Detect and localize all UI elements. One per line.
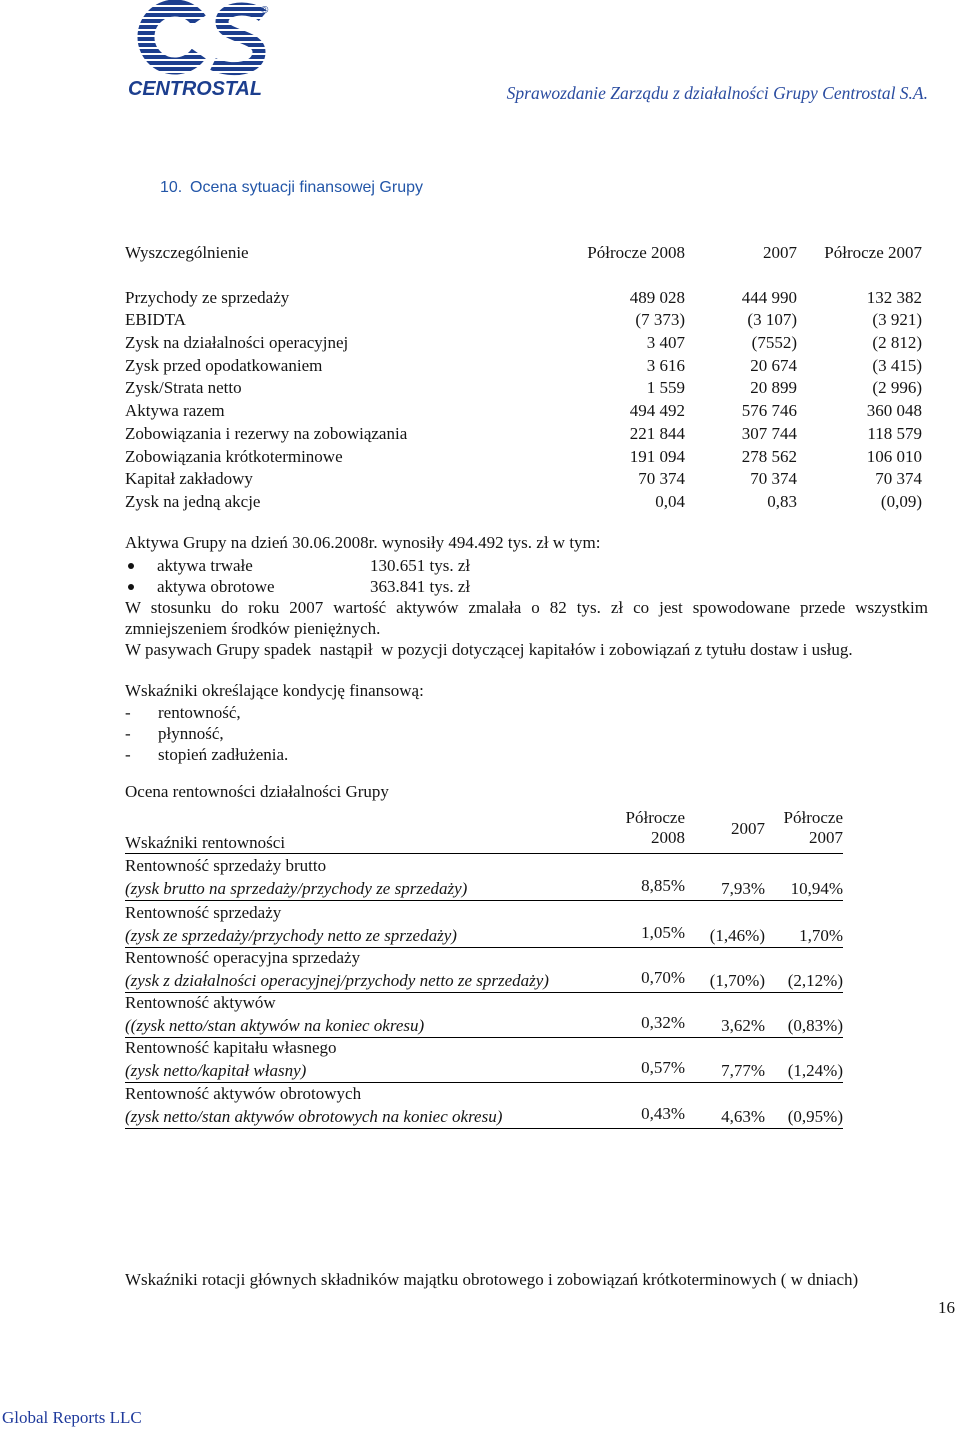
value-h1-2007: 106 010 bbox=[866, 447, 922, 466]
logo-wordmark: CENTROSTAL bbox=[128, 78, 262, 100]
table-header-rule bbox=[125, 853, 843, 854]
row-label: EBIDTA bbox=[125, 310, 186, 329]
assets-change-text: W stosunku do roku 2007 wartość aktywów zmalała o 82 tys. zł co jest spowodowane przede wszystkim bbox=[125, 598, 928, 617]
value-2007: (1,70%) bbox=[709, 971, 765, 990]
column-header: Półrocze 2008 bbox=[587, 243, 685, 262]
value-2007: (7552) bbox=[751, 333, 797, 352]
value-2007: 7,77% bbox=[721, 1061, 765, 1080]
table-row bbox=[125, 333, 922, 353]
section-title: Ocena sytuacji finansowej Grupy bbox=[190, 179, 423, 196]
assets-change-text-continued: zmniejszeniem środków pieniężnych. bbox=[125, 619, 381, 638]
value-h1-2008: 489 028 bbox=[629, 288, 685, 307]
value-2007: 3,62% bbox=[721, 1016, 765, 1035]
row-label: Aktywa razem bbox=[125, 401, 225, 420]
value-h1-2007: 70 374 bbox=[875, 469, 922, 488]
value-h1-2008: 0,32% bbox=[641, 1013, 685, 1032]
value-2007: 7,93% bbox=[721, 879, 765, 898]
table-row bbox=[125, 469, 922, 489]
value-2007: 4,63% bbox=[721, 1107, 765, 1126]
value-h1-2008: 3 616 bbox=[646, 356, 685, 375]
assets-intro: Aktywa Grupy na dzień 30.06.2008r. wynosiły 494.492 tys. zł w tym: bbox=[125, 533, 601, 552]
profitability-heading: Ocena rentowności działalności Grupy bbox=[125, 782, 389, 801]
column-header: Wskaźniki rentowności bbox=[125, 833, 286, 852]
value-h1-2007: (3 415) bbox=[872, 356, 922, 375]
ratio-formula: (zysk netto/stan aktywów obrotowych na koniec okresu) bbox=[125, 1107, 503, 1126]
table-row bbox=[125, 492, 922, 512]
table-row bbox=[125, 424, 922, 444]
section-number: 10. bbox=[160, 179, 183, 196]
list-item: płynność, bbox=[158, 724, 224, 743]
footer-source: Global Reports LLC bbox=[2, 1408, 142, 1427]
value-h1-2007: (0,83%) bbox=[787, 1016, 843, 1035]
ratio-name: Rentowność sprzedaży bbox=[125, 903, 282, 922]
ratio-name: Rentowność aktywów obrotowych bbox=[125, 1084, 362, 1103]
ratio-name: Rentowność operacyjna sprzedaży bbox=[125, 948, 361, 967]
value-h1-2007: (2 812) bbox=[872, 333, 922, 352]
asset-item-value: 130.651 tys. zł bbox=[370, 556, 471, 575]
bullet-icon bbox=[128, 584, 134, 590]
value-2007: (1,46%) bbox=[709, 926, 765, 945]
list-marker: - bbox=[125, 745, 131, 764]
table-row bbox=[125, 993, 843, 1038]
value-h1-2008: 0,57% bbox=[641, 1058, 685, 1077]
asset-item-label: aktywa obrotowe bbox=[157, 577, 275, 596]
ratio-name: Rentowność aktywów bbox=[125, 993, 276, 1012]
table-row bbox=[125, 1038, 843, 1083]
value-h1-2008: 0,43% bbox=[641, 1104, 685, 1123]
page-number: 16 bbox=[938, 1298, 955, 1317]
value-h1-2007: (0,09) bbox=[880, 492, 922, 511]
table-row bbox=[125, 948, 843, 993]
value-h1-2007: (0,95%) bbox=[787, 1107, 843, 1126]
table-row bbox=[125, 356, 922, 376]
row-label: Zysk/Strata netto bbox=[125, 378, 242, 397]
bullet-icon bbox=[128, 563, 134, 569]
registered-mark: ® bbox=[261, 5, 269, 16]
column-header: Półrocze 2008 bbox=[625, 808, 685, 847]
liabilities-text: W pasywach Grupy spadek nastąpił w pozycji dotyczącej kapitałów i zobowiązań z tytułu dostaw i usług. bbox=[125, 640, 853, 659]
ratio-formula: (zysk netto/kapitał własny) bbox=[125, 1061, 307, 1080]
value-2007: 70 374 bbox=[750, 469, 797, 488]
column-header: Wyszczególnienie bbox=[125, 243, 249, 262]
value-2007: 20 899 bbox=[750, 378, 797, 397]
value-h1-2008: 0,04 bbox=[655, 492, 685, 511]
ratio-formula: (zysk brutto na sprzedaży/przychody ze sprzedaży) bbox=[125, 879, 468, 898]
ratio-formula: (zysk ze sprzedaży/przychody netto ze sprzedaży) bbox=[125, 926, 457, 945]
value-h1-2008: 8,85% bbox=[641, 876, 685, 895]
table-row bbox=[125, 447, 922, 467]
row-label: Zysk na działalności operacyjnej bbox=[125, 333, 349, 352]
value-2007: 0,83 bbox=[767, 492, 797, 511]
list-marker: - bbox=[125, 724, 131, 743]
value-h1-2007: (1,24%) bbox=[787, 1061, 843, 1080]
ratio-formula: (zysk z działalności operacyjnej/przychody netto ze sprzedaży) bbox=[125, 971, 549, 990]
value-h1-2007: (3 921) bbox=[872, 310, 922, 329]
table-row bbox=[125, 310, 922, 330]
table-row bbox=[125, 401, 922, 421]
table-row bbox=[125, 856, 843, 901]
list-item: rentowność, bbox=[158, 703, 241, 722]
ratio-formula: ((zysk netto/stan aktywów na koniec okresu) bbox=[125, 1016, 425, 1035]
value-h1-2008: 1 559 bbox=[646, 378, 685, 397]
ratio-name: Rentowność kapitału własnego bbox=[125, 1038, 337, 1057]
report-title: Sprawozdanie Zarządu z działalności Grupy Centrostal S.A. bbox=[506, 83, 928, 103]
value-2007: 307 744 bbox=[741, 424, 797, 443]
turnover-heading: Wskaźniki rotacji głównych składników majątku obrotowego i zobowiązań krótkoterminowych ( w dniach) bbox=[125, 1270, 859, 1289]
value-h1-2008: 191 094 bbox=[629, 447, 685, 466]
list-marker: - bbox=[125, 703, 131, 722]
row-label: Zobowiązania i rezerwy na zobowiązania bbox=[125, 424, 408, 443]
value-2007: 278 562 bbox=[741, 447, 797, 466]
table-row bbox=[125, 378, 922, 398]
value-h1-2008: 3 407 bbox=[646, 333, 685, 352]
value-h1-2007: 118 579 bbox=[867, 424, 922, 443]
value-h1-2007: (2,12%) bbox=[787, 971, 843, 990]
value-h1-2008: 494 492 bbox=[629, 401, 685, 420]
indicators-intro: Wskaźniki określające kondycję finansową: bbox=[125, 681, 424, 700]
value-2007: 20 674 bbox=[750, 356, 797, 375]
row-label: Kapitał zakładowy bbox=[125, 469, 253, 488]
table-row bbox=[125, 903, 843, 948]
value-2007: 576 746 bbox=[741, 401, 797, 420]
centrostal-logo bbox=[125, 0, 275, 100]
value-h1-2007: 10,94% bbox=[790, 879, 843, 898]
row-label: Zobowiązania krótkoterminowe bbox=[125, 447, 343, 466]
value-h1-2007: 1,70% bbox=[799, 926, 843, 945]
value-h1-2008: 221 844 bbox=[629, 424, 685, 443]
value-h1-2007: 132 382 bbox=[866, 288, 922, 307]
value-h1-2008: 70 374 bbox=[638, 469, 685, 488]
column-header: 2007 bbox=[763, 243, 797, 262]
column-header: 2007 bbox=[731, 819, 765, 838]
row-label: Zysk przed opodatkowaniem bbox=[125, 356, 323, 375]
row-label: Przychody ze sprzedaży bbox=[125, 288, 290, 307]
table-row bbox=[125, 1084, 843, 1129]
financial-table-header bbox=[125, 243, 922, 263]
value-h1-2008: (7 373) bbox=[635, 310, 685, 329]
row-label: Zysk na jedną akcje bbox=[125, 492, 261, 511]
table-row bbox=[125, 288, 922, 308]
value-h1-2008: 0,70% bbox=[641, 968, 685, 987]
value-2007: (3 107) bbox=[747, 310, 797, 329]
list-item: stopień zadłużenia. bbox=[158, 745, 289, 764]
column-header: Półrocze 2007 bbox=[783, 808, 843, 847]
value-h1-2007: 360 048 bbox=[866, 401, 922, 420]
value-h1-2007: (2 996) bbox=[872, 378, 922, 397]
value-h1-2008: 1,05% bbox=[641, 923, 685, 942]
column-header: Półrocze 2007 bbox=[824, 243, 922, 262]
ratio-name: Rentowność sprzedaży brutto bbox=[125, 856, 327, 875]
asset-item-value: 363.841 tys. zł bbox=[370, 577, 471, 596]
asset-item-label: aktywa trwałe bbox=[157, 556, 253, 575]
value-2007: 444 990 bbox=[741, 288, 797, 307]
